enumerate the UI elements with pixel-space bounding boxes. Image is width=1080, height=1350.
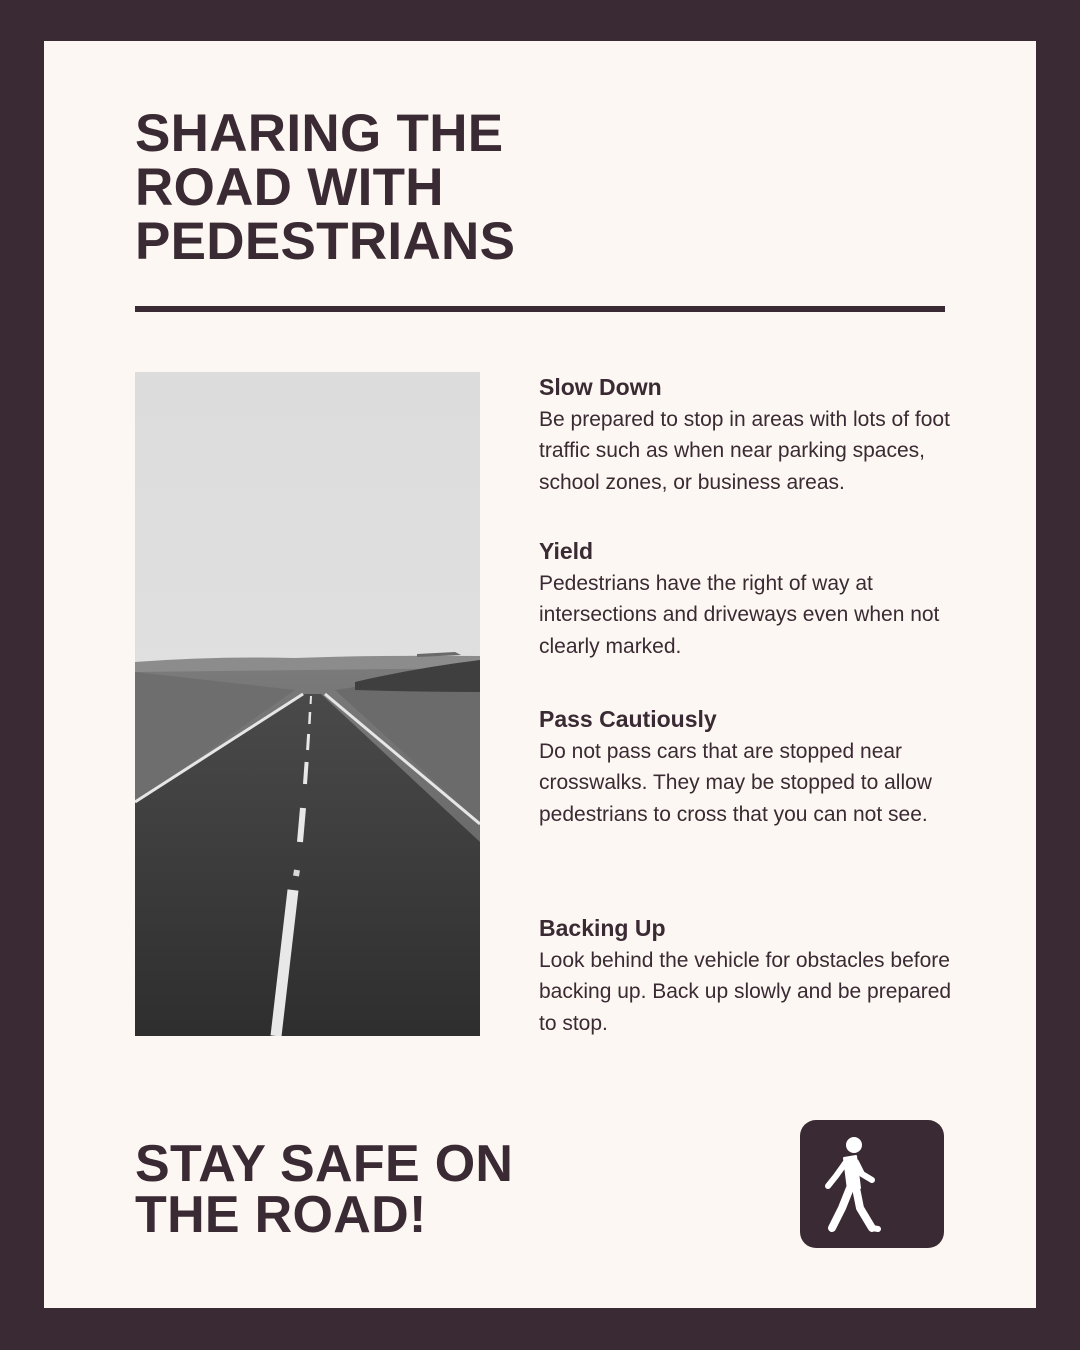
footer-title-line: STAY SAFE ON bbox=[135, 1135, 514, 1193]
road-image bbox=[135, 372, 480, 1036]
footer-title-line: THE ROAD! bbox=[135, 1186, 427, 1244]
page-title-line: SHARING THE bbox=[135, 104, 504, 163]
tip-body: Look behind the vehicle for obstacles before backing up. Back up slowly and be prepared to stop. bbox=[539, 949, 952, 1035]
pedestrian-badge bbox=[800, 1120, 944, 1248]
tip-title: Slow Down bbox=[539, 374, 662, 400]
page-title-line: ROAD WITH bbox=[135, 158, 444, 217]
tip-body: Pedestrians have the right of way at intersections and driveways even when not clearly marked. bbox=[539, 572, 940, 658]
poster bbox=[44, 41, 1036, 1308]
page-title-line: PEDESTRIANS bbox=[135, 212, 516, 271]
page-title bbox=[135, 104, 655, 271]
tip-body: Be prepared to stop in areas with lots of foot traffic such as when near parking spaces, school zones, or business areas. bbox=[539, 408, 950, 494]
tip-body: Do not pass cars that are stopped near crosswalks. They may be stopped to allow pedestrians to cross that you can not see. bbox=[539, 740, 932, 826]
tip-pass-cautiously bbox=[539, 704, 959, 830]
tip-yield bbox=[539, 536, 959, 662]
footer-title bbox=[135, 1135, 655, 1244]
tip-title: Backing Up bbox=[539, 915, 666, 941]
tip-slow-down bbox=[539, 372, 959, 498]
tip-title: Pass Cautiously bbox=[539, 706, 717, 732]
title-divider bbox=[135, 306, 945, 312]
pedestrian-icon bbox=[800, 1120, 944, 1248]
tip-title: Yield bbox=[539, 538, 594, 564]
tip-backing-up bbox=[539, 913, 959, 1039]
